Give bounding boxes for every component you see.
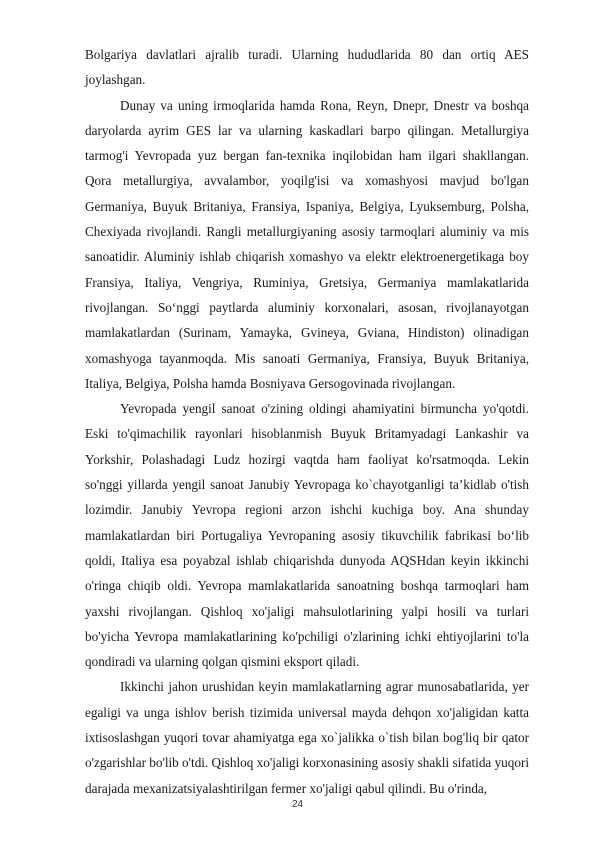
page-body bbox=[85, 42, 529, 801]
paragraph-agrarian-relations: Ikkinchi jahon urushidan keyin mamlakatlarning agrar munosabatlarida, yer egaligi va unga ishlov berish tizimida universal mayda dehqon xo'jaligidan katta ixtisoslashgan yuqori tovar ahamiyatga ega xo`jalikka o`tish bilan bog'liq bir qator o'zgarishlar bo'lib o'tdi. Qishloq xo'jaligi korxonasining asosiy shakli sifatida yuqori darajada mexanizatsiyalashtirilgan fermer xo'jaligi qabul qilindi. Bu o'rinda, bbox=[85, 679, 529, 796]
paragraph-light-industry: Yevropada yengil sanoat o'zining oldingi ahamiyatini birmuncha yo'qotdi. Eski to'qimachilik rayonlari hisoblanmish Buyuk Britamyadagi Lankashir va Yorkshir, Polashadagi Ludz hozirgi vaqtda ham faoliyat ko'rsatmoqda. Lekin so'nggi yillarda yengil sanoat Janubiy Yevropaga ko`chayotganligi ta’kidlab o'tish lozimdir. Janubiy Yevropa regioni arzon ishchi kuchiga boy. Ana shunday mamlakatlardan biri Portugaliya Yevropaning asosiy tikuvchilik fabrikasi bo‘lib qoldi, Italiya esa poyabzal ishlab chiqarishda dunyoda AQSHdan keyin ikkinchi o'ringa chiqib oldi. Yevropa mamlakatlarida sanoatning boshqa tarmoqlari ham yaxshi rivojlangan. Qishloq xo'jaligi mahsulotlarining yalpi hosili va turlari bo'yicha Yevropa mamlakatlarining ko'pchiligi o'zlarining ichki ehtiyojlarini to'la qondiradi va ularning qolgan qismini eksport qiladi. bbox=[85, 401, 529, 670]
page-number: 24 bbox=[291, 799, 304, 810]
paragraph-continuation: Bolgariya davlatlari ajralib turadi. Ularning hududlarida 80 dan ortiq AES joylashgan. bbox=[85, 47, 529, 88]
paragraph-energy-metallurgy: Dunay va uning irmoqlarida hamda Rona, Reyn, Dnepr, Dnestr va boshqa daryolarda ayrim GES lar va ularning kaskadlari barpo qilingan. Metallurgiya tarmog'i Yevropada yuz bergan fan-texnika inqilobidan ham ilgari shakllangan. Qora metallurgiya, avvalambor, yoqilg'isi va xomashyosi mavjud bo'lgan Germaniya, Buyuk Britaniya, Fransiya, Ispaniya, Belgiya, Lyuksemburg, Polsha, Chexiyada rivojlandi. Rangli metallurgiyaning asosiy tarmoqlari aluminiy va mis sanoatidir. Aluminiy ishlab chiqarish xomashyo va elektr elektroenergetikaga boy Fransiya, Italiya, Vengriya, Ruminiya, Gretsiya, Germaniya mamlakatlarida rivojlangan. So‘nggi paytlarda aluminiy korxonalari, asosan, rivojlanayotgan mamlakatlardan (Surinam, Yamayka, Gvineya, Gviana, Hindiston) olinadigan xomashyoga tayanmoqda. Mis sanoati Germaniya, Fransiya, Buyuk Britaniya, Italiya, Belgiya, Polsha hamda Bosniyava Gersogovinada rivojlangan. bbox=[85, 97, 529, 391]
